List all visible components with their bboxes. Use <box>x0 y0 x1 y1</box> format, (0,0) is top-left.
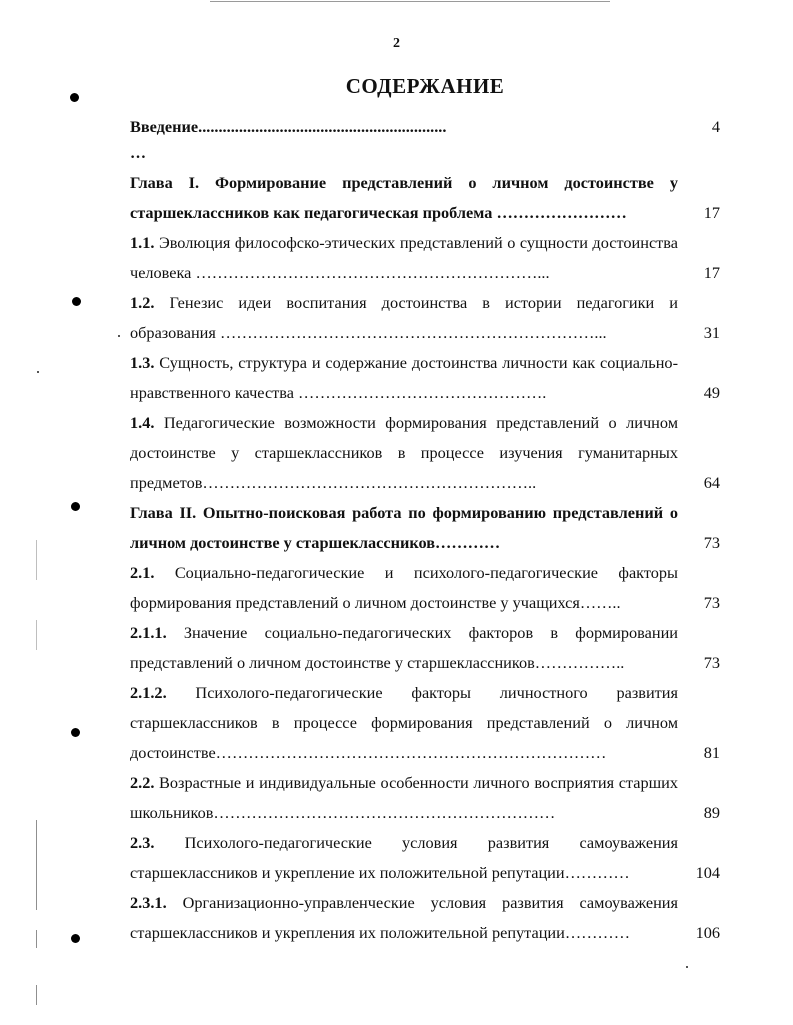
scan-speck <box>37 371 39 373</box>
toc-entry-title: Педагогические возможности формирования представлений о личном достоинстве у старшеклассников в процессе изучения гуманитарных предметов…………………………………………………….. <box>130 413 678 492</box>
toc-entry-text <box>130 112 678 142</box>
toc-entry-title: Эволюция философско-этических представлений о сущности достоинства человека ………………………………………………………... <box>130 233 678 282</box>
scan-speck <box>118 335 120 337</box>
binder-hole-mark <box>71 934 80 943</box>
toc-entry-title: Сущность, структура и содержание достоинства личности как социально-нравственного качества ………………………………………. <box>130 353 678 402</box>
toc-entry-text <box>130 348 678 408</box>
toc-entry-page: 17 <box>703 203 720 222</box>
toc-entry-page: 89 <box>703 803 720 822</box>
toc-entry-number: 2.3.1. <box>130 893 167 912</box>
toc-entry-title: Социально-педагогические и психолого-педагогические факторы формирования представлений о личном достоинстве у учащихся…….. <box>130 563 678 612</box>
toc-entry[interactable] <box>130 888 720 948</box>
toc-entry-text <box>130 408 678 498</box>
toc-entry-number: 2.1.2. <box>130 683 167 702</box>
binder-hole-mark <box>71 728 80 737</box>
toc-entry-number: 2.1.1. <box>130 623 167 642</box>
toc-entry[interactable] <box>130 168 720 228</box>
toc-entry[interactable] <box>130 498 720 558</box>
toc-list <box>130 168 720 948</box>
toc-entry-number: 1.4. <box>130 413 155 432</box>
scan-speck <box>686 966 688 968</box>
toc-entry[interactable] <box>130 288 720 348</box>
toc-entry-text <box>130 618 678 678</box>
toc-entry-number: 1.2. <box>130 293 155 312</box>
page-title: СОДЕРЖАНИЕ <box>345 74 505 98</box>
toc-entry-number: 2.1. <box>130 563 155 582</box>
toc-entry-title: Значение социально-педагогических факторов в формировании представлений о личном достоинстве у старшеклассников…………….. <box>130 623 678 672</box>
toc-entry-text <box>130 168 678 228</box>
toc-entry-page: 73 <box>703 653 720 672</box>
binder-hole-mark <box>72 297 81 306</box>
toc-entry-page: 31 <box>703 323 720 342</box>
toc-entry-page: 49 <box>703 383 720 402</box>
toc-entry-title: Возрастные и индивидуальные особенности личного восприятия старших школьников……………………………………………………… <box>130 773 678 822</box>
toc-entry[interactable] <box>130 618 720 678</box>
scan-edge-line <box>36 820 37 910</box>
toc-entry-page: 4 <box>711 117 720 136</box>
toc-entry-title: Глава II. Опытно-поисковая работа по формированию представлений о личном достоинстве у старшеклассников………… <box>130 503 678 552</box>
toc-entry-text <box>130 228 678 288</box>
toc-entry[interactable] <box>130 828 720 888</box>
table-of-contents <box>130 112 720 948</box>
toc-entry-text <box>130 768 678 828</box>
toc-entry-number: 2.3. <box>130 833 155 852</box>
toc-entry-page: 73 <box>703 533 720 552</box>
toc-entry-title: Организационно-управленческие условия развития самоуважения старшеклассников и укрепления их положительной репутации………… <box>130 893 678 942</box>
toc-entry-title: Глава I. Формирование представлений о личном достоинстве у старшеклассников как педагогическая проблема …………………… <box>130 173 678 222</box>
scan-edge-line <box>36 985 37 1005</box>
toc-entry[interactable] <box>130 768 720 828</box>
toc-entry[interactable] <box>130 228 720 288</box>
page-number: 2 <box>393 36 400 51</box>
toc-entry-page: 106 <box>695 923 720 942</box>
toc-entry-page: 81 <box>703 743 720 762</box>
toc-entry-number: 1.1. <box>130 233 155 252</box>
scan-edge-line <box>36 930 37 948</box>
toc-entry-text <box>130 498 678 558</box>
scan-edge-line <box>36 620 37 650</box>
toc-entry-title: Психолого-педагогические факторы личностного развития старшеклассников в процессе формирования представлений о личном достоинстве……………………………………………………………… <box>130 683 678 762</box>
toc-entry[interactable] <box>130 408 720 498</box>
toc-entry-title: Психолого-педагогические условия развития самоуважения старшеклассников и укрепление их положительной репутации………… <box>130 833 678 882</box>
toc-ellipsis: … <box>130 145 146 162</box>
toc-entry-text <box>130 288 678 348</box>
binder-hole-mark <box>70 93 79 102</box>
toc-dot-leader: ............................................................. <box>198 117 447 136</box>
scan-edge-line <box>36 540 37 580</box>
toc-entry[interactable] <box>130 678 720 768</box>
toc-entry-title: Генезис идеи воспитания достоинства в истории педагогики и образования ……………………………………………………………... <box>130 293 678 342</box>
toc-entry[interactable] <box>130 558 720 618</box>
toc-entry-text <box>130 678 678 768</box>
binder-hole-mark <box>71 502 80 511</box>
toc-entry-text <box>130 888 678 948</box>
toc-entry[interactable] <box>130 348 720 408</box>
toc-entry-label: Введение <box>130 117 199 136</box>
toc-entry-page: 64 <box>703 473 720 492</box>
toc-entry-page: 73 <box>703 593 720 612</box>
toc-entry-page: 17 <box>703 263 720 282</box>
toc-entry-number: 1.3. <box>130 353 155 372</box>
top-scan-rule <box>210 1 610 2</box>
toc-entry-intro[interactable] <box>130 112 720 142</box>
toc-entry-text <box>130 558 678 618</box>
toc-entry-number: 2.2. <box>130 773 155 792</box>
toc-entry-page: 104 <box>695 863 720 882</box>
toc-entry-text <box>130 828 678 888</box>
